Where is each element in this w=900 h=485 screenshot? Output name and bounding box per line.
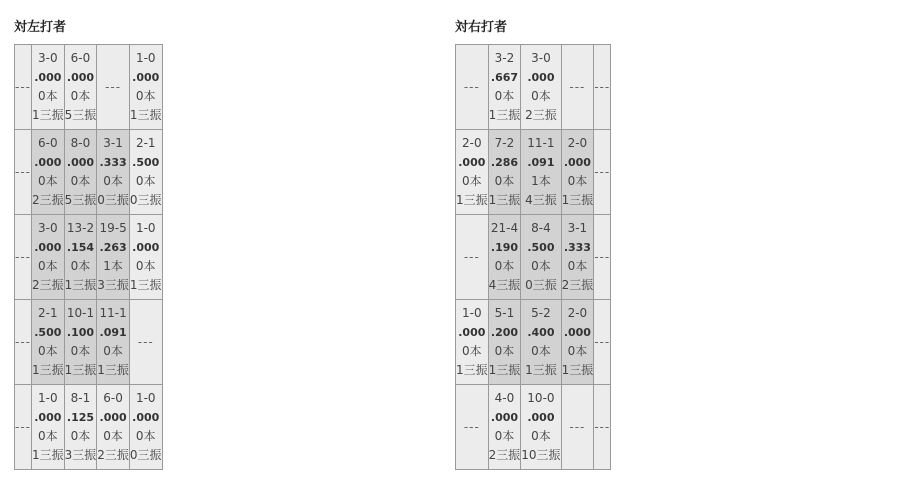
batting-average: .667 (490, 71, 519, 84)
at-bats-hits: 2-1 (38, 306, 58, 320)
zone-cell (594, 300, 611, 385)
strikeouts: 1三振 (32, 363, 64, 377)
batting-average: .000 (563, 326, 591, 339)
batting-average: .000 (458, 326, 486, 339)
home-runs: 0本 (103, 429, 123, 443)
strikeouts: 2三振 (488, 448, 521, 462)
zone-cell (561, 45, 594, 130)
batting-average: .190 (490, 241, 519, 254)
at-bats-hits: 2-0 (462, 136, 482, 150)
batting-average: .091 (99, 326, 127, 339)
home-runs: 0本 (38, 174, 58, 188)
at-bats-hits: 3-0 (38, 51, 58, 65)
pitch-zone-grid (455, 44, 611, 470)
zone-cell (488, 215, 521, 300)
at-bats-hits: 1-0 (135, 51, 156, 65)
home-runs: 0本 (567, 174, 588, 188)
batting-average: .000 (99, 411, 127, 424)
batting-average: .000 (34, 71, 62, 84)
home-runs: 0本 (135, 429, 156, 443)
zone-cell (32, 300, 65, 385)
zone-cell (488, 45, 521, 130)
at-bats-hits: 11-1 (99, 306, 127, 320)
strikeouts: 1三振 (456, 193, 488, 207)
home-runs: 0本 (135, 259, 156, 273)
strikeouts: 1三振 (64, 363, 97, 377)
at-bats-hits: 10-0 (527, 391, 555, 405)
zone-cell (15, 300, 32, 385)
zone-cell (32, 215, 65, 300)
zone-cell (64, 130, 97, 215)
no-data-text: --- (569, 79, 586, 94)
zone-row (456, 45, 611, 130)
strikeouts: 1三振 (488, 363, 521, 377)
strikeouts: 0三振 (129, 193, 162, 207)
home-runs: 0本 (494, 429, 515, 443)
no-data-text: --- (15, 249, 31, 264)
no-data-text: --- (463, 419, 480, 434)
at-bats-hits: 10-1 (66, 306, 95, 320)
zone-cell (456, 300, 489, 385)
at-bats-hits: 5-1 (494, 306, 515, 320)
batting-average: .000 (34, 411, 62, 424)
batting-average: .154 (66, 241, 95, 254)
zone-cell (15, 385, 32, 470)
at-bats-hits: 3-1 (567, 221, 588, 235)
home-runs: 0本 (531, 89, 551, 103)
home-runs: 1本 (103, 259, 123, 273)
no-data-text: --- (15, 164, 31, 179)
home-runs: 0本 (70, 89, 91, 103)
zone-cell (561, 385, 594, 470)
at-bats-hits: 1-0 (462, 306, 482, 320)
at-bats-hits: 3-0 (531, 51, 551, 65)
no-data-text: --- (594, 419, 611, 434)
zone-cell (97, 300, 130, 385)
zone-cell (594, 215, 611, 300)
batting-average: .200 (490, 326, 519, 339)
home-runs: 0本 (135, 174, 156, 188)
no-data-text: --- (15, 419, 31, 434)
home-runs: 0本 (494, 89, 515, 103)
zone-row (456, 385, 611, 470)
strikeouts: 1三振 (488, 193, 521, 207)
at-bats-hits: 3-0 (38, 221, 58, 235)
at-bats-hits: 2-1 (135, 136, 156, 150)
zone-cell (32, 45, 65, 130)
zone-cell (129, 300, 162, 385)
zone-row (456, 130, 611, 215)
home-runs: 0本 (38, 344, 58, 358)
home-runs: 0本 (462, 174, 482, 188)
at-bats-hits: 3-2 (494, 51, 515, 65)
no-data-text: --- (15, 79, 31, 94)
zone-row (15, 130, 163, 215)
strikeouts: 4三振 (525, 193, 557, 207)
zone-cell (488, 385, 521, 470)
zone-row (15, 45, 163, 130)
batting-average: .000 (563, 156, 591, 169)
at-bats-hits: 1-0 (135, 221, 156, 235)
at-bats-hits: 5-2 (531, 306, 551, 320)
zone-cell (129, 215, 162, 300)
batting-average: .000 (527, 411, 555, 424)
zone-cell (15, 45, 32, 130)
strikeouts: 2三振 (561, 278, 594, 292)
zone-cell (561, 215, 594, 300)
home-runs: 0本 (70, 174, 91, 188)
strikeouts: 1三振 (129, 278, 162, 292)
home-runs: 0本 (567, 344, 588, 358)
home-runs: 0本 (135, 89, 156, 103)
batting-average: .000 (527, 71, 555, 84)
home-runs: 0本 (103, 174, 123, 188)
no-data-text: --- (463, 79, 480, 94)
zone-cell (561, 300, 594, 385)
strikeouts: 4三振 (488, 278, 521, 292)
zone-cell (594, 130, 611, 215)
zone-cell (521, 45, 561, 130)
batting-average: .125 (66, 411, 95, 424)
no-data-text: --- (594, 249, 611, 264)
at-bats-hits: 1-0 (135, 391, 156, 405)
no-data-text: --- (594, 164, 611, 179)
batting-average: .286 (490, 156, 519, 169)
strikeouts: 1三振 (97, 363, 129, 377)
batting-average: .000 (132, 71, 160, 84)
batting-average: .000 (490, 411, 519, 424)
strikeouts: 10三振 (521, 448, 561, 462)
strikeouts: 0三振 (129, 448, 162, 462)
pitch-zone-grid (14, 44, 163, 470)
zone-row (15, 385, 163, 470)
panel-title: 対右打者 (455, 20, 508, 35)
strikeouts: 1三振 (561, 363, 594, 377)
at-bats-hits: 6-0 (38, 136, 58, 150)
strikeouts: 2三振 (525, 108, 557, 122)
at-bats-hits: 3-1 (103, 136, 123, 150)
home-runs: 0本 (103, 344, 123, 358)
strikeouts: 5三振 (64, 108, 97, 122)
zone-cell (97, 45, 130, 130)
home-runs: 0本 (38, 259, 58, 273)
home-runs: 0本 (38, 89, 58, 103)
strikeouts: 1三振 (561, 193, 594, 207)
zone-cell (521, 130, 561, 215)
zone-cell (97, 215, 130, 300)
batting-average: .000 (34, 156, 62, 169)
batting-average: .333 (563, 241, 591, 254)
home-runs: 1本 (531, 174, 551, 188)
batting-average: .100 (66, 326, 95, 339)
batting-average: .400 (527, 326, 555, 339)
batting-average: .000 (132, 411, 160, 424)
strikeouts: 1三振 (32, 108, 64, 122)
strikeouts: 3三振 (97, 278, 129, 292)
strikeouts: 5三振 (64, 193, 97, 207)
zone-cell (64, 385, 97, 470)
zone-cell (15, 130, 32, 215)
zone-cell (129, 45, 162, 130)
zone-cell (129, 130, 162, 215)
batting-average: .091 (527, 156, 555, 169)
panel-title: 対左打者 (14, 20, 67, 35)
batting-average: .500 (132, 156, 160, 169)
no-data-text: --- (594, 334, 611, 349)
zone-cell (488, 300, 521, 385)
no-data-text: --- (569, 419, 586, 434)
home-runs: 0本 (494, 344, 515, 358)
home-runs: 0本 (531, 429, 551, 443)
at-bats-hits: 2-0 (567, 136, 588, 150)
zone-cell (64, 300, 97, 385)
batting-average: .333 (99, 156, 127, 169)
strikeouts: 1三振 (525, 363, 557, 377)
no-data-text: --- (15, 334, 31, 349)
strikeouts: 1三振 (456, 363, 488, 377)
strikeouts: 0三振 (525, 278, 557, 292)
zone-cell (64, 215, 97, 300)
strikeouts: 1三振 (488, 108, 521, 122)
zone-row (456, 215, 611, 300)
batting-average: .500 (34, 326, 62, 339)
zone-cell (521, 215, 561, 300)
at-bats-hits: 8-0 (70, 136, 91, 150)
zone-cell (129, 385, 162, 470)
strikeouts: 2三振 (32, 193, 64, 207)
batting-average: .000 (66, 156, 95, 169)
at-bats-hits: 21-4 (490, 221, 519, 235)
no-data-text: --- (594, 79, 611, 94)
at-bats-hits: 2-0 (567, 306, 588, 320)
at-bats-hits: 8-1 (70, 391, 91, 405)
at-bats-hits: 6-0 (70, 51, 91, 65)
zone-cell (488, 130, 521, 215)
no-data-text: --- (137, 334, 154, 349)
home-runs: 0本 (70, 344, 91, 358)
no-data-text: --- (105, 79, 122, 94)
zone-cell (561, 130, 594, 215)
home-runs: 0本 (70, 429, 91, 443)
at-bats-hits: 19-5 (99, 221, 127, 235)
zone-cell (456, 130, 489, 215)
strikeouts: 2三振 (97, 448, 129, 462)
strikeouts: 1三振 (64, 278, 97, 292)
at-bats-hits: 7-2 (494, 136, 515, 150)
zone-cell (32, 385, 65, 470)
zone-cell (456, 385, 489, 470)
home-runs: 0本 (531, 344, 551, 358)
zone-row (15, 300, 163, 385)
zone-cell (97, 385, 130, 470)
batting-average: .000 (458, 156, 486, 169)
zone-cell (97, 130, 130, 215)
batting-average: .000 (34, 241, 62, 254)
strikeouts: 1三振 (129, 108, 162, 122)
home-runs: 0本 (531, 259, 551, 273)
at-bats-hits: 8-4 (531, 221, 551, 235)
no-data-text: --- (463, 249, 480, 264)
home-runs: 0本 (567, 259, 588, 273)
strikeouts: 3三振 (64, 448, 97, 462)
zone-cell (456, 215, 489, 300)
zone-cell (594, 45, 611, 130)
at-bats-hits: 6-0 (103, 391, 123, 405)
home-runs: 0本 (462, 344, 482, 358)
batting-average: .000 (66, 71, 95, 84)
home-runs: 0本 (38, 429, 58, 443)
zone-cell (64, 45, 97, 130)
zone-cell (521, 385, 561, 470)
batting-average: .500 (527, 241, 555, 254)
batting-average: .000 (132, 241, 160, 254)
home-runs: 0本 (70, 259, 91, 273)
strikeouts: 1三振 (32, 448, 64, 462)
strikeouts: 2三振 (32, 278, 64, 292)
zone-cell (521, 300, 561, 385)
at-bats-hits: 13-2 (66, 221, 95, 235)
zone-cell (32, 130, 65, 215)
zone-cell (15, 215, 32, 300)
zone-row (15, 215, 163, 300)
batting-average: .263 (99, 241, 127, 254)
zone-cell (594, 385, 611, 470)
home-runs: 0本 (494, 259, 515, 273)
at-bats-hits: 4-0 (494, 391, 515, 405)
zone-cell (456, 45, 489, 130)
home-runs: 0本 (494, 174, 515, 188)
at-bats-hits: 1-0 (38, 391, 58, 405)
zone-row (456, 300, 611, 385)
strikeouts: 0三振 (97, 193, 129, 207)
at-bats-hits: 11-1 (527, 136, 555, 150)
